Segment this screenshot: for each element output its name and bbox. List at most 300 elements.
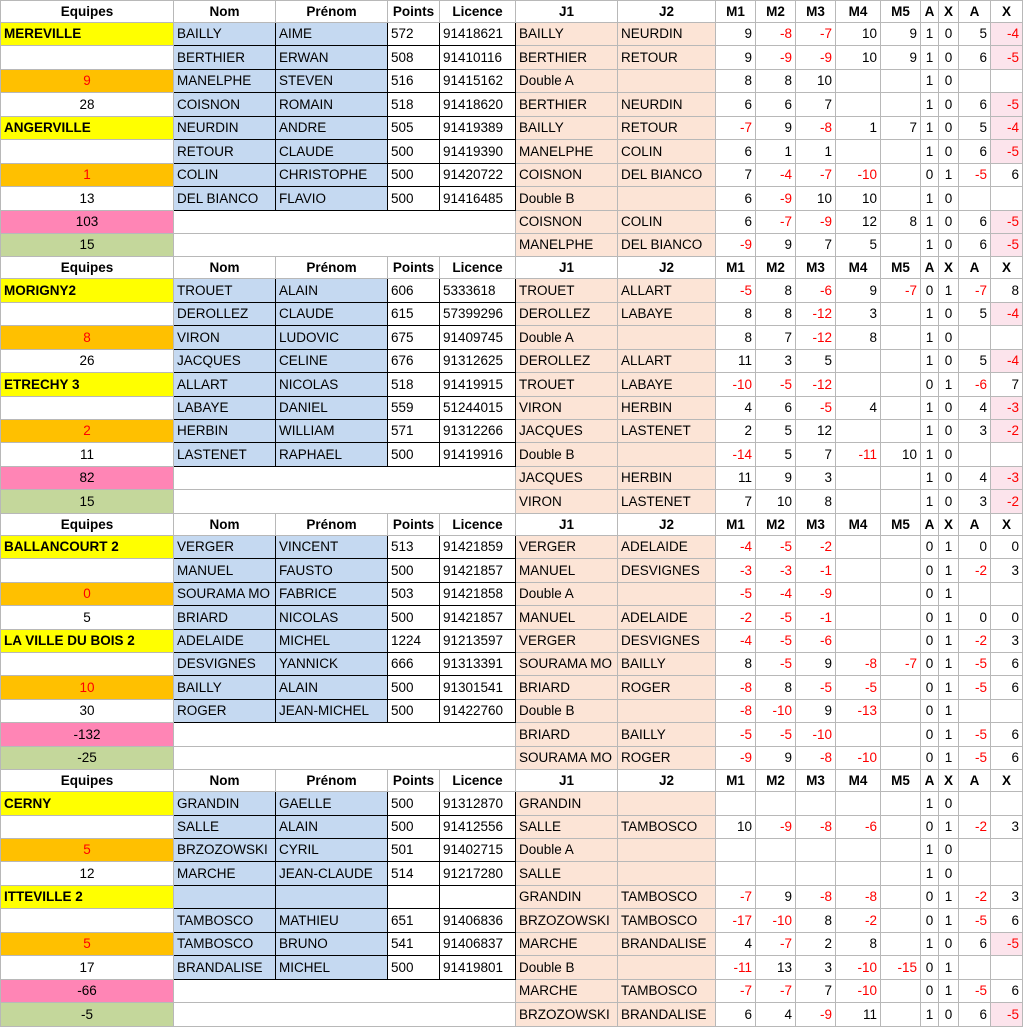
player-licence: 91418620 [440,93,516,116]
player-licence: 91422760 [440,699,516,722]
match-j2: ADELAIDE [618,606,716,629]
result-flag: 0 [921,885,939,908]
team-cell: 17 [1,956,174,979]
set-score: 3 [796,466,836,489]
player-licence: 91419801 [440,956,516,979]
set-score: 5 [796,349,836,372]
set-score [881,233,921,256]
team-cell: 82 [1,466,174,489]
result-flag: 0 [939,93,959,116]
team-cell: ANGERVILLE [1,116,174,139]
set-score: -5 [836,676,881,699]
set-score: -7 [796,163,836,186]
set-score: 4 [836,396,881,419]
player-prenom: ALAIN [276,279,388,302]
set-score: -9 [716,233,756,256]
result-flag: 0 [921,629,939,652]
match-j2: BRANDALISE [618,1003,716,1026]
table-row [1,885,1023,908]
column-header: X [939,513,959,535]
team-cell: 5 [1,606,174,629]
set-score [881,93,921,116]
set-score [881,746,921,769]
set-score: 9 [756,116,796,139]
result-flag: 1 [921,46,939,69]
set-score: 9 [716,46,756,69]
column-header: M5 [881,770,921,792]
set-score: -9 [796,582,836,605]
points-diff: 0 [959,606,991,629]
set-score [836,93,881,116]
set-score [836,420,881,443]
set-score [881,559,921,582]
team-cell [1,652,174,675]
match-j1: JACQUES [516,420,618,443]
set-score: 9 [756,233,796,256]
column-header: Equipes [1,1,174,23]
team-cell [1,302,174,325]
player-prenom: ALAIN [276,676,388,699]
set-score: -6 [796,279,836,302]
empty-cell [174,723,516,746]
result-flag: 0 [939,839,959,862]
points-diff [991,326,1023,349]
match-j1: SOURAMA MO [516,746,618,769]
match-j2: DESVIGNES [618,629,716,652]
table-row [1,956,1023,979]
set-score [836,69,881,92]
player-points: 541 [388,932,440,955]
team-cell: 5 [1,839,174,862]
player-prenom: JEAN-CLAUDE [276,862,388,885]
set-score: 9 [836,279,881,302]
table-row [1,93,1023,116]
team-cell: 5 [1,932,174,955]
player-prenom: GAELLE [276,792,388,815]
match-j1: COISNON [516,210,618,233]
set-score: 11 [716,349,756,372]
column-header: Points [388,513,440,535]
team-cell: 12 [1,862,174,885]
match-j2: TAMBOSCO [618,909,716,932]
points-diff: 0 [959,535,991,558]
set-score [836,629,881,652]
set-score: 8 [836,326,881,349]
set-score: -5 [756,373,796,396]
table-row [1,792,1023,815]
result-flag: 1 [939,909,959,932]
set-score: 9 [881,46,921,69]
player-prenom: CELINE [276,349,388,372]
match-j1: GRANDIN [516,885,618,908]
team-cell: 0 [1,582,174,605]
points-diff: -5 [991,46,1023,69]
set-score: -12 [796,326,836,349]
column-header: Prénom [276,257,388,279]
points-diff: -5 [991,93,1023,116]
team-cell: BALLANCOURT 2 [1,535,174,558]
set-score: -3 [756,559,796,582]
player-licence: 91421859 [440,535,516,558]
result-flag: 1 [921,420,939,443]
set-score [836,466,881,489]
table-row [1,839,1023,862]
column-header: A [959,513,991,535]
column-header: J1 [516,257,618,279]
points-diff: -5 [991,1003,1023,1026]
player-nom: SOURAMA MO [174,582,276,605]
team-cell: -132 [1,723,174,746]
player-licence: 91312870 [440,792,516,815]
player-points: 500 [388,606,440,629]
result-flag: 0 [939,349,959,372]
column-header: Equipes [1,257,174,279]
team-cell: 26 [1,349,174,372]
set-score: 8 [881,210,921,233]
points-diff [959,862,991,885]
set-score: 1 [756,140,796,163]
column-header: M2 [756,1,796,23]
result-flag: 1 [939,373,959,396]
team-cell [1,559,174,582]
match-j2: LABAYE [618,302,716,325]
player-licence: 91420722 [440,163,516,186]
player-nom: ALLART [174,373,276,396]
set-score: -4 [716,629,756,652]
player-licence: 91416485 [440,187,516,210]
result-flag: 0 [939,1003,959,1026]
set-score: 1 [796,140,836,163]
player-prenom: MICHEL [276,956,388,979]
result-flag: 1 [939,676,959,699]
result-flag: 1 [939,723,959,746]
table-row [1,116,1023,139]
column-header: A [959,1,991,23]
set-score [716,839,756,862]
player-points: 516 [388,69,440,92]
set-score: -9 [716,746,756,769]
result-flag: 0 [939,792,959,815]
set-score: 3 [796,956,836,979]
column-header: M1 [716,1,756,23]
set-score: 6 [716,140,756,163]
empty-cell [174,746,516,769]
points-diff: 6 [991,909,1023,932]
set-score [881,302,921,325]
set-score: -7 [756,932,796,955]
result-flag: 1 [921,839,939,862]
match-j1: BAILLY [516,23,618,46]
set-score: 7 [796,93,836,116]
set-score [756,792,796,815]
match-j2: ALLART [618,279,716,302]
table-row [1,279,1023,302]
set-score [716,792,756,815]
player-prenom: YANNICK [276,652,388,675]
points-diff: -5 [959,746,991,769]
set-score: 3 [836,302,881,325]
set-score: 7 [796,233,836,256]
empty-cell [174,1003,516,1026]
table-row [1,862,1023,885]
table-row [1,163,1023,186]
player-points: 508 [388,46,440,69]
match-j2 [618,582,716,605]
set-score: 6 [756,396,796,419]
points-diff: 5 [959,349,991,372]
result-flag: 1 [921,326,939,349]
player-nom: ROGER [174,699,276,722]
match-j1: MARCHE [516,932,618,955]
set-score: 8 [716,302,756,325]
match-j1: VERGER [516,535,618,558]
column-header: M5 [881,513,921,535]
set-score [796,839,836,862]
match-j2 [618,443,716,466]
match-j2 [618,956,716,979]
points-diff: 6 [991,163,1023,186]
set-score: 5 [756,443,796,466]
header-row [1,513,1023,535]
set-score: 8 [796,909,836,932]
result-flag: 1 [939,582,959,605]
player-points: 571 [388,420,440,443]
set-score [881,792,921,815]
player-licence: 91409745 [440,326,516,349]
points-diff: 6 [991,652,1023,675]
player-nom: TROUET [174,279,276,302]
points-diff [991,69,1023,92]
player-licence: 91419915 [440,373,516,396]
match-j1: BRZOZOWSKI [516,909,618,932]
match-j1: TROUET [516,279,618,302]
player-prenom: LUDOVIC [276,326,388,349]
player-licence: 91406836 [440,909,516,932]
result-flag: 0 [939,69,959,92]
set-score [881,582,921,605]
player-points: 500 [388,163,440,186]
points-diff [959,69,991,92]
empty-cell [174,466,516,489]
player-nom: COLIN [174,163,276,186]
set-score [836,723,881,746]
set-score [836,140,881,163]
set-score: 8 [716,652,756,675]
match-j2 [618,326,716,349]
points-diff: -2 [959,885,991,908]
set-score: 7 [716,163,756,186]
team-cell [1,815,174,838]
match-j1: Double A [516,69,618,92]
player-prenom: BRUNO [276,932,388,955]
result-flag: 0 [939,187,959,210]
points-diff [959,792,991,815]
points-diff: 6 [991,746,1023,769]
match-j1: BAILLY [516,116,618,139]
player-points: 572 [388,23,440,46]
set-score: 5 [836,233,881,256]
match-j1: BERTHIER [516,46,618,69]
empty-cell [174,210,516,233]
column-header: Prénom [276,770,388,792]
column-header: J1 [516,513,618,535]
set-score: 4 [716,932,756,955]
set-score: -9 [796,210,836,233]
set-score: 9 [716,23,756,46]
match-j2: DESVIGNES [618,559,716,582]
column-header: Licence [440,257,516,279]
result-flag: 1 [921,233,939,256]
set-score: 1 [836,116,881,139]
table-row [1,373,1023,396]
result-flag: 1 [921,116,939,139]
points-diff: -5 [959,652,991,675]
match-j1: MANELPHE [516,140,618,163]
match-j1: DEROLLEZ [516,349,618,372]
points-diff: -2 [959,815,991,838]
points-diff: 6 [959,932,991,955]
player-points: 500 [388,956,440,979]
column-header: Equipes [1,770,174,792]
set-score: 4 [716,396,756,419]
set-score: 5 [756,420,796,443]
points-diff [991,839,1023,862]
set-score: 8 [756,676,796,699]
team-cell: ETRECHY 3 [1,373,174,396]
set-score [881,676,921,699]
player-points: 500 [388,187,440,210]
team-cell: ITTEVILLE 2 [1,885,174,908]
result-flag: 0 [921,909,939,932]
set-score [881,815,921,838]
set-score: -4 [756,163,796,186]
player-licence: 91313391 [440,652,516,675]
set-score: -5 [756,535,796,558]
player-nom: DESVIGNES [174,652,276,675]
points-diff: 5 [959,302,991,325]
result-flag: 1 [939,163,959,186]
team-cell: 10 [1,676,174,699]
table-row [1,210,1023,233]
match-j1: MANUEL [516,559,618,582]
player-licence [440,885,516,908]
result-flag: 0 [939,420,959,443]
set-score: -10 [756,909,796,932]
points-diff: 7 [991,373,1023,396]
team-cell: 1 [1,163,174,186]
match-j2: HERBIN [618,396,716,419]
set-score [881,862,921,885]
set-score: -10 [836,163,881,186]
column-header: X [939,1,959,23]
set-score: -12 [796,373,836,396]
column-header: A [921,770,939,792]
points-diff: 3 [991,629,1023,652]
set-score: 13 [756,956,796,979]
set-score: 10 [836,187,881,210]
table-row [1,932,1023,955]
set-score: 9 [796,652,836,675]
set-score: -3 [716,559,756,582]
player-licence: 91421857 [440,606,516,629]
set-score: -9 [796,1003,836,1026]
match-j2 [618,699,716,722]
points-diff [959,839,991,862]
set-score [836,559,881,582]
result-flag: 0 [939,210,959,233]
player-nom: BRZOZOWSKI [174,839,276,862]
result-flag: 1 [921,93,939,116]
set-score: -7 [796,23,836,46]
result-flag: 1 [939,746,959,769]
player-nom: TAMBOSCO [174,932,276,955]
result-flag: 0 [939,396,959,419]
table-row [1,46,1023,69]
match-j1: BRIARD [516,676,618,699]
player-licence: 91312625 [440,349,516,372]
player-prenom: ERWAN [276,46,388,69]
result-flag: 0 [921,979,939,1002]
match-j1: Double B [516,956,618,979]
column-header: M4 [836,1,881,23]
match-j1: COISNON [516,163,618,186]
player-nom: DEL BIANCO [174,187,276,210]
table-row [1,396,1023,419]
column-header: M4 [836,770,881,792]
set-score [881,699,921,722]
result-flag: 0 [939,302,959,325]
points-diff: 0 [991,535,1023,558]
set-score: -6 [836,815,881,838]
result-flag: 0 [921,815,939,838]
set-score: 10 [836,23,881,46]
table-row [1,652,1023,675]
player-licence: 91410116 [440,46,516,69]
player-licence: 5333618 [440,279,516,302]
set-score: 8 [796,490,836,513]
column-header: Prénom [276,1,388,23]
set-score: 8 [716,69,756,92]
player-prenom: MATHIEU [276,909,388,932]
set-score: 10 [716,815,756,838]
player-points: 518 [388,93,440,116]
player-nom: TAMBOSCO [174,909,276,932]
column-header: Nom [174,770,276,792]
set-score: 7 [881,116,921,139]
set-score: -8 [836,885,881,908]
match-j2: BAILLY [618,652,716,675]
match-j2: ADELAIDE [618,535,716,558]
set-score: -2 [836,909,881,932]
column-header: M5 [881,1,921,23]
set-score: 10 [881,443,921,466]
set-score: 3 [756,349,796,372]
set-score: 12 [836,210,881,233]
points-diff: 3 [959,490,991,513]
match-j2: COLIN [618,210,716,233]
match-j1: Double B [516,187,618,210]
match-j2 [618,862,716,885]
column-header: Licence [440,770,516,792]
column-header: A [921,1,939,23]
set-score: -8 [796,116,836,139]
result-flag: 1 [939,979,959,1002]
player-licence: 91419390 [440,140,516,163]
set-score: 7 [796,979,836,1002]
match-j1: VIRON [516,396,618,419]
player-points: 514 [388,862,440,885]
set-score [836,792,881,815]
